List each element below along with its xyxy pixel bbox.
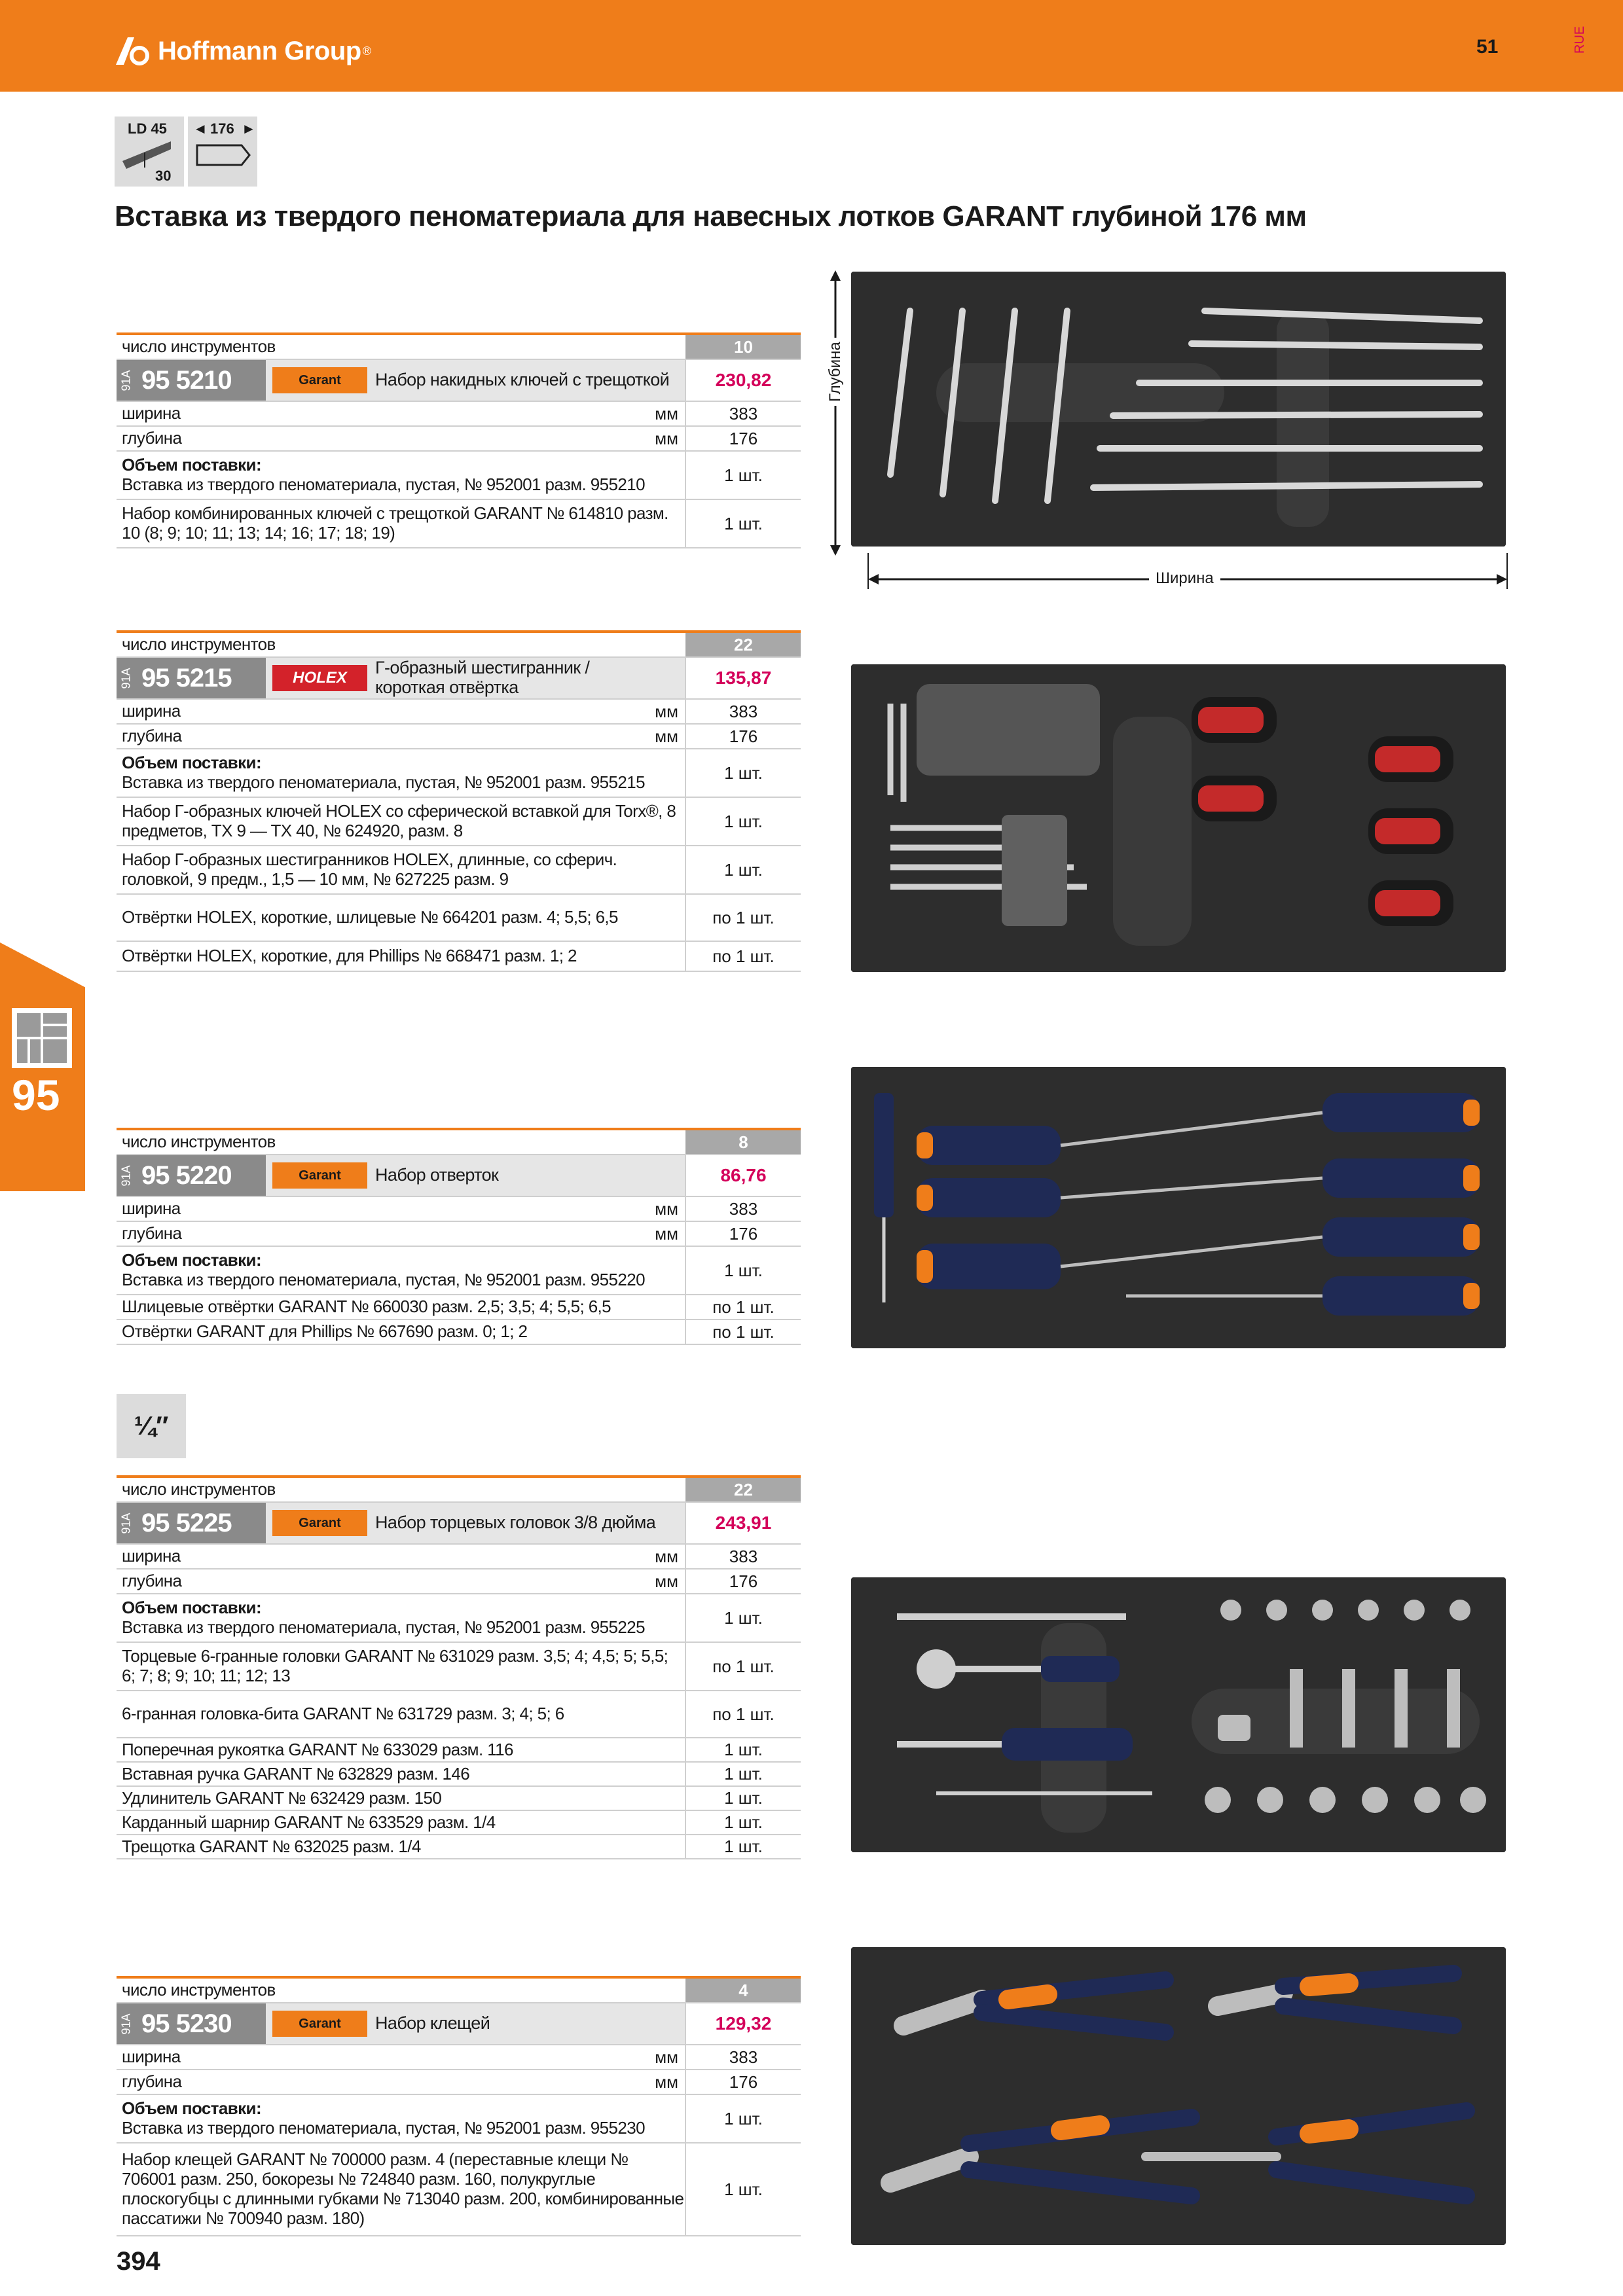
tools-count-label: число инструментов xyxy=(122,336,276,357)
article-prefix: 91A xyxy=(117,360,136,401)
item-text: Торцевые 6-гранные головки GARANT № 631029 разм. 3,5; 4; 4,5; 5; 5,5; 6; 7; 8; 9; 10; 11; 12; 13 xyxy=(122,1646,668,1685)
drive-size-badge: ¼″ xyxy=(117,1394,186,1458)
depth-value: 176 xyxy=(685,725,801,748)
article-prefix: 91A xyxy=(117,1155,136,1196)
item-text: Вставка из твердого пеноматериала, пустая, № 952001 разм. 955230 xyxy=(122,2118,645,2138)
item-text: Вставка из твердого пеноматериала, пустая, № 952001 разм. 955225 xyxy=(122,1617,645,1637)
width-row xyxy=(117,2045,801,2070)
width-value: 383 xyxy=(685,1545,801,1568)
item-text: Карданный шарнир GARANT № 633529 разм. 1/4 xyxy=(122,1812,496,1832)
article-prefix: 91A xyxy=(117,658,136,698)
unit-label: мм xyxy=(655,2047,678,2067)
item-row xyxy=(117,1787,801,1811)
item-qty: по 1 шт. xyxy=(685,1643,801,1690)
tools-count-value: 10 xyxy=(685,335,801,359)
depth-label: глубина xyxy=(122,1571,182,1591)
page-number-bottom: 394 xyxy=(117,2247,160,2276)
width-label: ширина xyxy=(122,2047,181,2067)
item-qty: 1 шт. xyxy=(685,1247,801,1294)
unit-label: мм xyxy=(655,1223,678,1244)
width-label: ширина xyxy=(122,1198,181,1219)
product-block-955230 xyxy=(117,1976,801,2236)
photo-socket-set xyxy=(851,1577,1506,1852)
item-row xyxy=(117,1643,801,1691)
product-name: Г-образный шестигранник / короткая отвёртка xyxy=(375,658,590,697)
width-row xyxy=(117,1545,801,1570)
product-name: Набор отверток xyxy=(375,1165,499,1185)
item-row xyxy=(117,1763,801,1787)
brand-registered-mark: ® xyxy=(362,44,371,58)
product-block-955210 xyxy=(117,332,801,548)
item-text: Вставка из твердого пеноматериала, пустая, № 952001 разм. 955215 xyxy=(122,772,645,792)
article-number: 95 5220 xyxy=(136,1155,266,1196)
item-row xyxy=(117,1320,801,1345)
chapter-grid-icon xyxy=(12,1008,72,1068)
depth-row xyxy=(117,1222,801,1247)
tools-count-label: число инструментов xyxy=(122,1479,276,1499)
item-text: Удлинитель GARANT № 632429 разм. 150 xyxy=(122,1787,442,1808)
hoffmann-logo xyxy=(115,31,371,71)
item-row xyxy=(117,1295,801,1320)
delivery-row xyxy=(117,2095,801,2144)
article-number: 95 5230 xyxy=(136,2003,266,2044)
product-block-955215 xyxy=(117,630,801,972)
tools-count-value: 8 xyxy=(685,1130,801,1154)
width-label: ширина xyxy=(122,1546,181,1566)
price: 135,87 xyxy=(685,658,801,698)
depth-value: 176 xyxy=(685,1222,801,1246)
tools-count-row xyxy=(117,1128,801,1155)
holex-logo: HOLEX xyxy=(272,665,367,691)
item-text: Вставная ручка GARANT № 632829 разм. 146 xyxy=(122,1763,470,1784)
width-value: 383 xyxy=(685,700,801,723)
item-text: Вставка из твердого пеноматериала, пустая, № 952001 разм. 955210 xyxy=(122,475,645,494)
delivery-label: Объем поставки: xyxy=(122,1250,262,1270)
item-qty: 1 шт. xyxy=(685,1811,801,1834)
depth-label: глубина xyxy=(122,726,182,746)
item-row xyxy=(117,1835,801,1859)
item-qty: 1 шт. xyxy=(685,500,801,547)
tools-count-label: число инструментов xyxy=(122,1980,276,2000)
item-qty: 1 шт. xyxy=(685,1763,801,1785)
width-dimension-label: Ширина xyxy=(1149,569,1220,588)
depth-label: 176 xyxy=(210,120,234,137)
tools-count-value: 22 xyxy=(685,633,801,656)
article-number: 95 5210 xyxy=(136,360,266,401)
width-value: 383 xyxy=(685,402,801,425)
price: 129,32 xyxy=(685,2003,801,2044)
ld-label: LD 45 xyxy=(128,120,167,137)
item-text: Шлицевые отвёртки GARANT № 660030 разм. 2,5; 3,5; 4; 5,5; 6,5 xyxy=(122,1297,611,1317)
product-row[interactable] xyxy=(117,2003,801,2045)
article-number: 95 5215 xyxy=(136,658,266,698)
page-number-top: 51 xyxy=(1476,36,1499,58)
width-row xyxy=(117,1197,801,1222)
product-row[interactable] xyxy=(117,360,801,402)
item-qty: по 1 шт. xyxy=(685,1295,801,1319)
depth-icon: ◄ 176 ► xyxy=(188,117,257,187)
depth-label: глубина xyxy=(122,2072,182,2092)
delivery-label: Объем поставки: xyxy=(122,753,262,773)
product-block-955225 xyxy=(117,1475,801,1859)
brand-name: Hoffmann Group xyxy=(158,36,361,65)
delivery-label: Объем поставки: xyxy=(122,455,262,475)
depth-value: 176 xyxy=(685,2070,801,2094)
tools-count-label: число инструментов xyxy=(122,1132,276,1152)
garant-logo: Garant xyxy=(272,1510,367,1536)
item-row xyxy=(117,1811,801,1835)
width-value: 383 xyxy=(685,1197,801,1221)
delivery-row xyxy=(117,452,801,500)
item-row xyxy=(117,942,801,972)
item-row xyxy=(117,895,801,942)
width-value: 383 xyxy=(685,2045,801,2069)
unit-label: мм xyxy=(655,2072,678,2092)
item-qty: 1 шт. xyxy=(685,1738,801,1761)
tools-count-value: 22 xyxy=(685,1478,801,1501)
price: 86,76 xyxy=(685,1155,801,1196)
spec-icons xyxy=(115,117,257,187)
product-block-955220 xyxy=(117,1128,801,1345)
tools-count-value: 4 xyxy=(685,1979,801,2002)
item-text: Отвёртки GARANT для Phillips № 667690 разм. 0; 1; 2 xyxy=(122,1321,528,1342)
price: 243,91 xyxy=(685,1503,801,1543)
item-text: Набор комбинированных ключей с трещоткой GARANT № 614810 разм. 10 (8; 9; 10; 11; 13; 14; 16; 17; 18; 19) xyxy=(122,503,668,543)
depth-row xyxy=(117,1570,801,1594)
item-text: Набор Г-образных ключей HOLEX со сферической вставкой для Torx®, 8 предметов, TX 9 — TX 40, № 624920, разм. 8 xyxy=(122,801,676,840)
delivery-label: Объем поставки: xyxy=(122,2098,262,2119)
depth-row xyxy=(117,427,801,452)
width-label: ширина xyxy=(122,701,181,721)
garant-logo: Garant xyxy=(272,367,367,393)
width-row xyxy=(117,700,801,725)
photo-pliers-set xyxy=(851,1947,1506,2245)
unit-label: мм xyxy=(655,726,678,746)
item-row xyxy=(117,500,801,548)
delivery-row xyxy=(117,1594,801,1643)
product-row[interactable] xyxy=(117,1503,801,1545)
width-label: ширина xyxy=(122,403,181,423)
unit-label: мм xyxy=(655,1571,678,1591)
depth-value: 176 xyxy=(685,1570,801,1593)
item-row xyxy=(117,846,801,895)
tools-count-row xyxy=(117,1475,801,1503)
insert-shape-icon xyxy=(196,144,251,166)
item-row xyxy=(117,1691,801,1738)
unit-label: мм xyxy=(655,1198,678,1219)
item-qty: 1 шт. xyxy=(685,1787,801,1810)
item-text: Отвёртки HOLEX, короткие, для Phillips № 668471 разм. 1; 2 xyxy=(122,946,577,966)
item-qty: 1 шт. xyxy=(685,2144,801,2235)
depth-value: 176 xyxy=(685,427,801,450)
item-qty: 1 шт. xyxy=(685,1835,801,1858)
product-row[interactable] xyxy=(117,658,801,700)
item-text: Вставка из твердого пеноматериала, пустая, № 952001 разм. 955220 xyxy=(122,1270,645,1289)
tools-count-row xyxy=(117,1976,801,2003)
product-name: Набор торцевых головок 3/8 дюйма xyxy=(375,1513,656,1533)
unit-label: мм xyxy=(655,1546,678,1566)
item-qty: по 1 шт. xyxy=(685,1691,801,1737)
item-qty: по 1 шт. xyxy=(685,942,801,971)
article-prefix: 91A xyxy=(117,1503,136,1543)
depth-row xyxy=(117,725,801,749)
item-qty: 1 шт. xyxy=(685,452,801,499)
item-text: Отвёртки HOLEX, короткие, шлицевые № 664201 разм. 4; 5,5; 6,5 xyxy=(122,907,618,927)
unit-label: мм xyxy=(655,701,678,721)
item-text: 6-гранная головка-бита GARANT № 631729 разм. 3; 4; 5; 6 xyxy=(122,1704,564,1724)
height-dimension-label: Глубина xyxy=(826,338,845,406)
garant-logo: Garant xyxy=(272,2011,367,2037)
photo-wrench-set xyxy=(851,272,1506,547)
article-number: 95 5225 xyxy=(136,1503,266,1543)
article-prefix: 91A xyxy=(117,2003,136,2044)
depth-row xyxy=(117,2070,801,2095)
item-qty: 1 шт. xyxy=(685,846,801,893)
page-title: Вставка из твердого пеноматериала для навесных лотков GARANT глубиной 176 мм xyxy=(115,200,1307,232)
item-qty: 1 шт. xyxy=(685,2095,801,2142)
item-text: Набор клещей GARANT № 700000 разм. 4 (переставные клещи № 706001 разм. 250, бокорезы № 724840 разм. 160, полукруглые плоскогубцы с длинными губками № 713040 разм. 200, комбинированные пассатижи № 700940 разм. 180) xyxy=(122,2149,684,2228)
item-text: Набор Г-образных шестигранников HOLEX, длинные, со сферич. головкой, 9 предм., 1,5 — 10 мм, № 627225 разм. 9 xyxy=(122,850,617,889)
tools-count-row xyxy=(117,630,801,658)
tools-count-label: число инструментов xyxy=(122,634,276,655)
item-qty: 1 шт. xyxy=(685,749,801,797)
width-row xyxy=(117,402,801,427)
delivery-row xyxy=(117,749,801,798)
hoffmann-logo-icon xyxy=(115,35,151,67)
item-row xyxy=(117,1738,801,1763)
unit-label: мм xyxy=(655,428,678,448)
item-row xyxy=(117,2144,801,2236)
chapter-number: 95 xyxy=(12,1071,60,1119)
depth-label: глубина xyxy=(122,428,182,448)
price: 230,82 xyxy=(685,360,801,401)
product-name: Набор накидных ключей с трещоткой xyxy=(375,370,670,390)
garant-logo: Garant xyxy=(272,1162,367,1189)
product-row[interactable] xyxy=(117,1155,801,1197)
photo-hexkey-screwdriver-set xyxy=(851,664,1506,972)
item-text: Поперечная рукоятка GARANT № 633029 разм. 116 xyxy=(122,1739,513,1759)
item-row xyxy=(117,798,801,846)
tools-count-row xyxy=(117,332,801,360)
item-qty: 1 шт. xyxy=(685,1594,801,1641)
item-qty: 1 шт. xyxy=(685,798,801,845)
depth-label: глубина xyxy=(122,1223,182,1244)
ld-height-label: 30 xyxy=(155,168,172,184)
delivery-row xyxy=(117,1247,801,1295)
photo-screwdriver-set xyxy=(851,1067,1506,1348)
unit-label: мм xyxy=(655,403,678,423)
delivery-label: Объем поставки: xyxy=(122,1598,262,1618)
item-text: Трещотка GARANT № 632025 разм. 1/4 xyxy=(122,1836,421,1856)
language-code: RUE xyxy=(1573,26,1587,54)
ld-icon xyxy=(115,117,184,187)
item-qty: по 1 шт. xyxy=(685,1320,801,1344)
product-name: Набор клещей xyxy=(375,2013,490,2034)
item-qty: по 1 шт. xyxy=(685,895,801,941)
